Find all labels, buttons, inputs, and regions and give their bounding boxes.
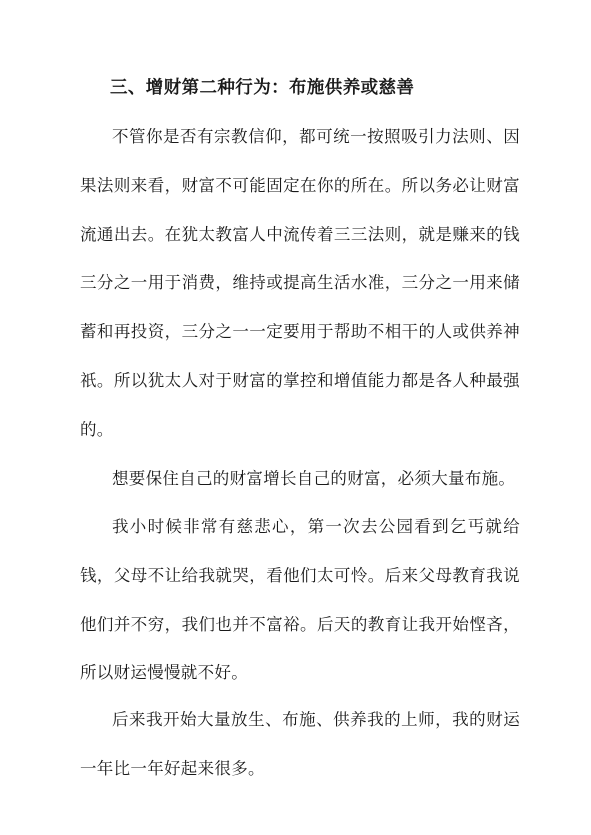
section-heading: 三、增财第二种行为：布施供养或慈善 [110,78,415,98]
paragraph-giving [80,455,520,504]
paragraph-line: 他们并不穷，我们也并不富裕。后天的教育让我开始悭吝， [80,614,520,634]
paragraph-line: 我小时候非常有慈悲心，第一次去公园看到乞丐就给 [112,517,520,536]
paragraph-line: 钱，父母不让给我就哭，看他们太可怜。后来父母教育我说 [80,565,520,585]
paragraph-line: 祇。所以犹太人对于财富的掌控和增值能力都是各人种最强 [80,370,520,390]
paragraph-line: 三分之一用于消费，维持或提高生活水准，三分之一用来储 [80,273,520,293]
paragraph-later-practice [80,696,520,794]
paragraph-line: 果法则来看，财富不可能固定在你的所在。所以务必让财富 [80,175,520,195]
paragraph-line: 想要保住自己的财富增长自己的财富，必须大量布施。 [112,469,516,488]
paragraph-line: 不管你是否有宗教信仰，都可统一按照吸引力法则、因 [112,127,520,146]
paragraph-line: 所以财运慢慢就不好。 [80,663,248,683]
paragraph-line: 一年比一年好起来很多。 [80,758,265,778]
paragraph-line: 蓄和再投资，三分之一一定要用于帮助不相干的人或供养神 [80,322,520,342]
paragraph-line: 的。 [80,419,114,439]
paragraph-line: 后来我开始大量放生、布施、供养我的上师，我的财运 [112,710,520,729]
paragraph-wealth-flow [80,113,520,455]
paragraph-line: 流通出去。在犹太教富人中流传着三三法则，就是赚来的钱 [80,224,520,244]
paragraph-childhood [80,503,520,698]
